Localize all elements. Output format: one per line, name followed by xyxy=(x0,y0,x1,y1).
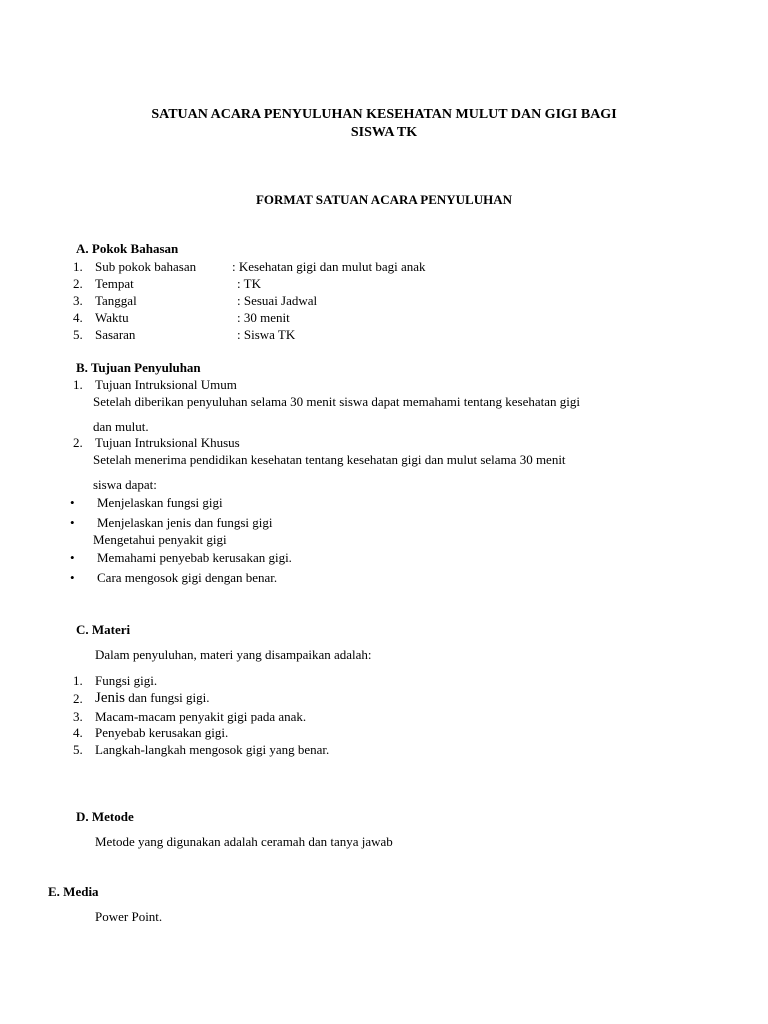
list-number: 1. xyxy=(73,673,83,688)
materi-item xyxy=(95,689,210,707)
bullet-icon: • xyxy=(70,570,75,585)
media-text: Power Point. xyxy=(95,909,163,924)
list-number: 1. xyxy=(73,259,83,274)
list-number: 1. xyxy=(73,377,83,392)
materi-item: Langkah-langkah mengosok gigi yang benar. xyxy=(95,742,330,757)
materi-item: Penyebab kerusakan gigi. xyxy=(95,725,229,740)
objective-text: siswa dapat: xyxy=(93,477,157,492)
document-title-line2: SISWA TK xyxy=(350,125,418,140)
bullet-icon: • xyxy=(70,495,75,510)
list-number: 3. xyxy=(73,709,83,724)
item-label: Sasaran xyxy=(95,327,136,342)
item-value: : TK xyxy=(237,276,261,291)
list-number: 2. xyxy=(73,435,83,450)
item-value: : 30 menit xyxy=(237,310,290,325)
objective-title: Tujuan Intruksional Umum xyxy=(95,377,237,392)
section-c-heading: C. Materi xyxy=(76,622,131,637)
bullet-item: Memahami penyebab kerusakan gigi. xyxy=(97,550,292,565)
item-label: Tanggal xyxy=(95,293,137,308)
section-b-heading: B. Tujuan Penyuluhan xyxy=(76,360,201,375)
plain-item: Mengetahui penyakit gigi xyxy=(93,532,227,547)
section-d-heading: D. Metode xyxy=(76,809,134,824)
materi-intro: Dalam penyuluhan, materi yang disampaikan adalah: xyxy=(95,647,372,662)
objective-text: Setelah diberikan penyuluhan selama 30 menit siswa dapat memahami tentang kesehatan gigi xyxy=(93,394,580,409)
item-label: Waktu xyxy=(95,310,129,325)
objective-text: Setelah menerima pendidikan kesehatan tentang kesehatan gigi dan mulut selama 30 menit xyxy=(93,452,566,467)
document-title-line1: SATUAN ACARA PENYULUHAN KESEHATAN MULUT DAN GIGI BAGI xyxy=(151,107,617,122)
materi-item-rest: dan fungsi gigi. xyxy=(125,690,210,705)
bullet-item: Cara mengosok gigi dengan benar. xyxy=(97,570,278,585)
objective-title: Tujuan Intruksional Khusus xyxy=(95,435,240,450)
metode-text: Metode yang digunakan adalah ceramah dan tanya jawab xyxy=(95,834,393,849)
item-value: : Sesuai Jadwal xyxy=(237,293,318,308)
section-a-heading: A. Pokok Bahasan xyxy=(76,241,179,256)
item-value: : Kesehatan gigi dan mulut bagi anak xyxy=(232,259,426,274)
bullet-item: Menjelaskan fungsi gigi xyxy=(97,495,223,510)
list-number: 4. xyxy=(73,310,83,325)
item-label: Sub pokok bahasan xyxy=(95,259,197,274)
list-number: 5. xyxy=(73,742,83,757)
list-number: 3. xyxy=(73,293,83,308)
item-label: Tempat xyxy=(95,276,134,291)
bullet-item: Menjelaskan jenis dan fungsi gigi xyxy=(97,515,273,530)
item-value: : Siswa TK xyxy=(237,327,296,342)
list-number: 4. xyxy=(73,725,83,740)
materi-item: Fungsi gigi. xyxy=(95,673,158,688)
section-e-heading: E. Media xyxy=(48,884,99,899)
bullet-icon: • xyxy=(70,515,75,530)
document-subtitle: FORMAT SATUAN ACARA PENYULUHAN xyxy=(255,192,513,207)
objective-text: dan mulut. xyxy=(93,419,149,434)
list-number: 2. xyxy=(73,276,83,291)
list-number: 5. xyxy=(73,327,83,342)
bullet-icon: • xyxy=(70,550,75,565)
list-number: 2. xyxy=(73,691,83,706)
materi-item-emphasis: Jenis xyxy=(95,690,125,706)
materi-item: Macam-macam penyakit gigi pada anak. xyxy=(95,709,307,724)
